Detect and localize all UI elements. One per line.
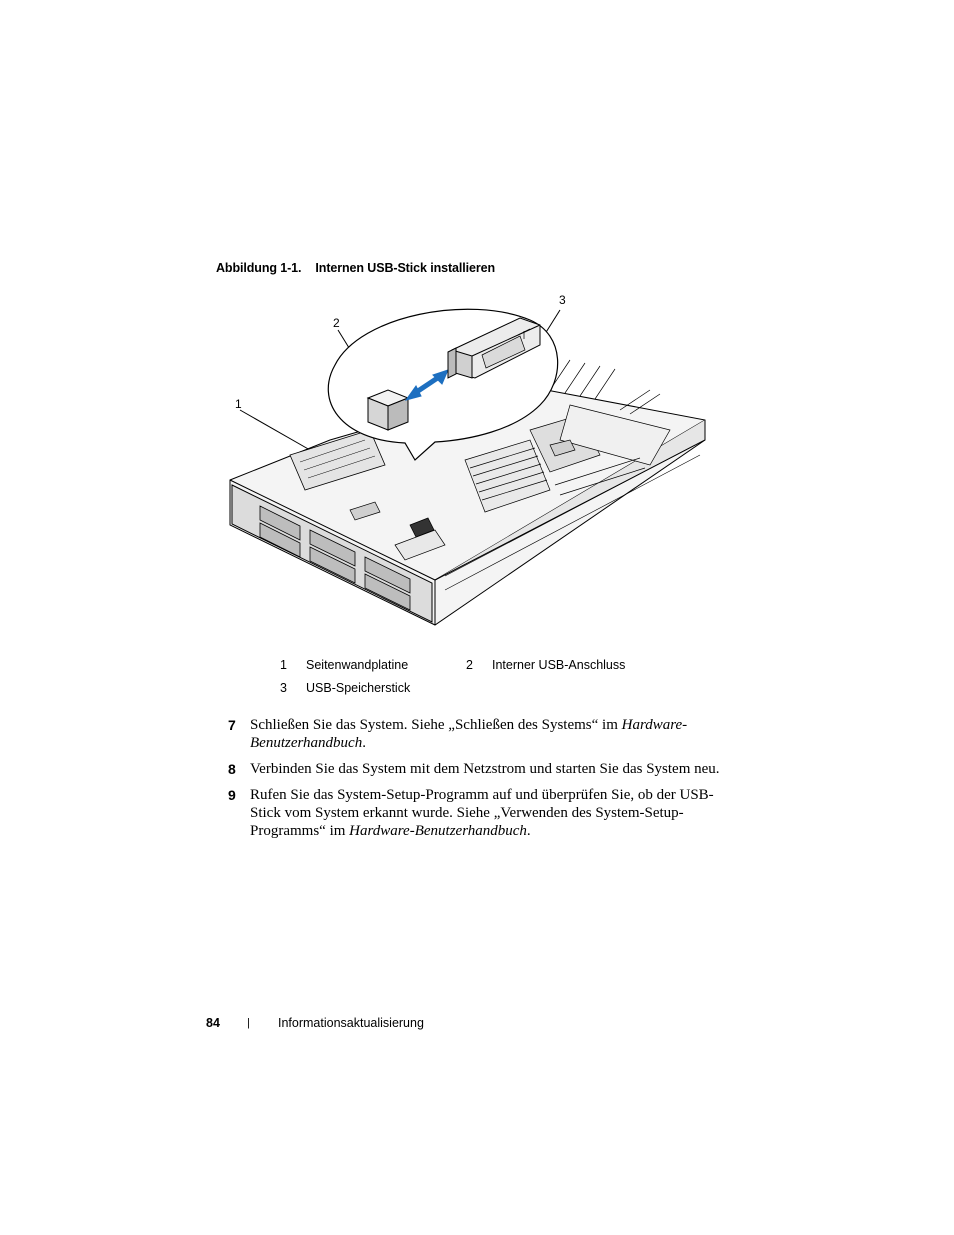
page-number: 84 (206, 1016, 220, 1030)
step-reference: Hardware-Benutzerhandbuch (349, 823, 527, 839)
legend-item-1 (280, 658, 408, 672)
instruction-steps (228, 716, 723, 848)
figure-title: Internen USB-Stick installieren (315, 261, 495, 275)
legend-number: 3 (280, 681, 287, 695)
legend-item-2 (466, 658, 625, 672)
legend-text: Interner USB-Anschluss (492, 658, 626, 672)
figure-label: Abbildung 1-1. (216, 261, 302, 275)
step-reference: Hardware-Benutzerhandbuch (250, 717, 688, 751)
legend-item-3 (280, 681, 410, 695)
legend-number: 2 (466, 658, 473, 672)
step-suffix: . (526, 823, 531, 839)
callout-3: 3 (559, 293, 566, 307)
legend-number: 1 (280, 658, 287, 672)
step-9 (228, 786, 723, 840)
step-text: Verbinden Sie das System mit dem Netzstrom und starten Sie das System neu. (250, 761, 720, 777)
step-number: 7 (228, 717, 236, 733)
callout-1: 1 (235, 397, 242, 411)
server-illustration (220, 290, 710, 635)
legend-text: USB-Speicherstick (306, 681, 411, 695)
step-text: Schließen Sie das System. Siehe „Schließen des Systems“ im (250, 717, 622, 733)
step-number: 8 (228, 761, 236, 777)
leader-line-1 (240, 410, 310, 450)
step-suffix: . (362, 735, 366, 751)
legend-text: Seitenwandplatine (306, 658, 409, 672)
usb-connector (368, 390, 408, 430)
step-7 (228, 716, 723, 752)
footer-separator: | (247, 1017, 250, 1029)
figure-caption (216, 261, 495, 275)
callout-2: 2 (333, 316, 340, 330)
footer-section-title: Informationsaktualisierung (278, 1016, 424, 1030)
step-text: Rufen Sie das System-Setup-Programm auf und überprüfen Sie, ob der USB-Stick vom System erkannt wurde. Siehe „Verwenden des System-Setup-Programms“ im (250, 787, 714, 839)
step-number: 9 (228, 787, 236, 803)
step-8 (228, 760, 723, 778)
